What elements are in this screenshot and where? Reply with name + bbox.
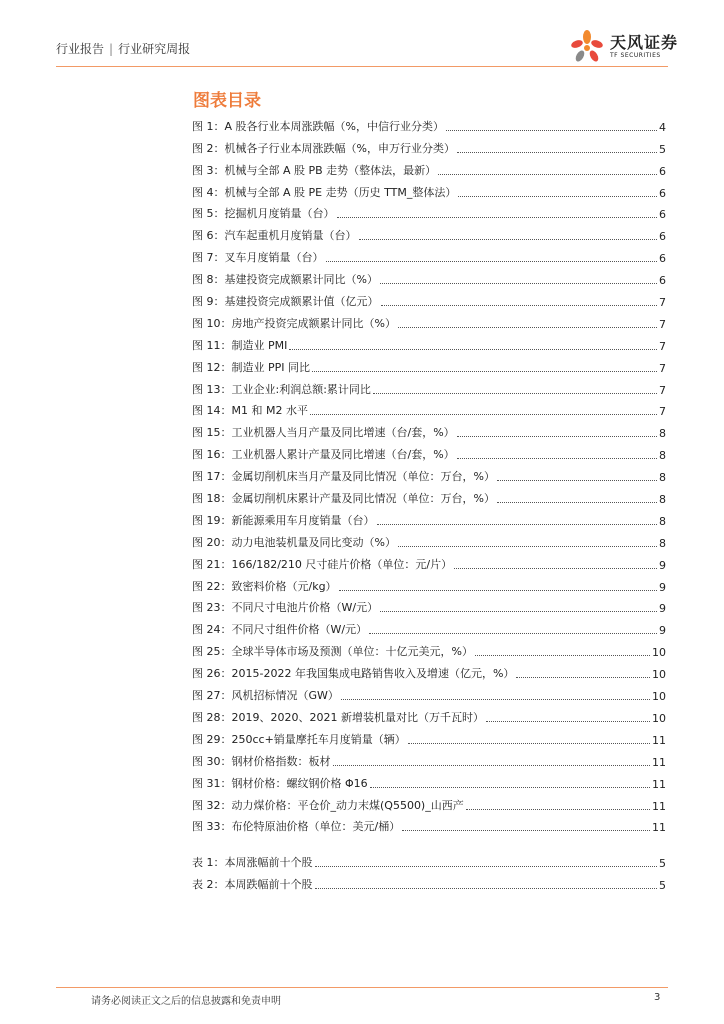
toc-entry-page: 6 [659,208,666,222]
dot-leader [398,327,657,328]
toc-entry[interactable] [192,440,666,462]
dot-leader [402,830,650,831]
toc-entry-page: 8 [659,449,666,463]
toc-entry-title: 图 31：钢材价格：螺纹钢价格 Φ16 [192,776,368,790]
figure-list [192,112,666,834]
toc-entry-title: 图 8：基建投资完成额累计同比（%） [192,273,378,287]
toc-entry[interactable] [192,331,666,353]
toc-entry-page: 10 [652,711,666,725]
toc-entry[interactable] [192,462,666,484]
toc-entry[interactable] [192,848,666,870]
toc-entry-page: 8 [659,471,666,485]
toc-entry-title: 图 33：布伦特原油价格（单位：美元/桶） [192,820,401,834]
toc-entry[interactable] [192,528,666,550]
header-divider [56,66,668,67]
toc-entry[interactable] [192,178,666,200]
toc-entry-title: 图 26：2015-2022 年我国集成电路销售收入及增速（亿元，%） [192,667,515,681]
toc-entry-page: 7 [659,383,666,397]
toc-entry-title: 图 1：A 股各行业本周涨跌幅（%，中信行业分类） [192,119,444,133]
toc-entry[interactable] [192,791,666,813]
dot-leader [475,655,650,656]
dot-leader [370,787,650,788]
toc-entry-title: 图 25：全球半导体市场及预测（单位：十亿元美元，%） [192,645,473,659]
dot-leader [398,546,657,547]
toc-entry-page: 4 [659,120,666,134]
dot-leader [359,239,658,240]
toc-entry-title: 图 7：叉车月度销量（台） [192,251,324,265]
dot-leader [310,414,657,415]
dot-leader [380,611,657,612]
dot-leader [458,196,657,197]
table-list [192,848,666,892]
toc-entry[interactable] [192,506,666,528]
toc-entry[interactable] [192,572,666,594]
logo-name: 天风证券 [610,33,679,52]
toc-entry-title: 图 11：制造业 PMI [192,338,288,352]
dot-leader [516,677,650,678]
toc-entry-title: 图 14：M1 和 M2 水平 [192,404,308,418]
toc-entry[interactable] [192,353,666,375]
toc-entry[interactable] [192,870,666,892]
toc-entry-page: 8 [659,514,666,528]
toc-entry[interactable] [192,397,666,419]
header-separator: | [109,42,114,56]
dot-leader [326,261,658,262]
page-number: 3 [654,992,661,1003]
report-category: 行业报告 [56,42,105,56]
toc-entry-page: 10 [652,668,666,682]
dot-leader [438,174,657,175]
toc-entry-title: 表 2：本周跌幅前十个股 [192,877,313,891]
toc-entry[interactable] [192,594,666,616]
toc-entry-page: 9 [659,558,666,572]
toc-entry[interactable] [192,747,666,769]
toc-entry[interactable] [192,156,666,178]
toc-entry-title: 图 3：机械与全部 A 股 PB 走势（整体法，最新） [192,163,437,177]
dot-leader [315,888,658,889]
logo-subtitle: TF SECURITIES [610,52,661,59]
toc-entry-page: 7 [659,339,666,353]
dot-leader [380,283,657,284]
toc-entry[interactable] [192,550,666,572]
toc-entry-title: 图 20：动力电池装机量及同比变动（%） [192,535,396,549]
dot-leader [315,866,658,867]
toc-entry-title: 图 13：工业企业:利润总额:累计同比 [192,382,371,396]
toc-entry-page: 6 [659,164,666,178]
toc-entry-page: 8 [659,427,666,441]
toc-entry-page: 10 [652,646,666,660]
toc-entry-title: 图 16：工业机器人累计产量及同比增速（台/套，%） [192,448,455,462]
toc-entry[interactable] [192,265,666,287]
toc-entry[interactable] [192,221,666,243]
dot-leader [497,480,657,481]
toc-entry[interactable] [192,134,666,156]
toc-entry-title: 图 22：致密料价格（元/kg） [192,579,337,593]
toc-entry-title: 图 21：166/182/210 尺寸硅片价格（单位：元/片） [192,557,453,571]
toc-entry-page: 6 [659,186,666,200]
dot-leader [486,721,650,722]
dot-leader [337,217,658,218]
toc-entry-page: 7 [659,405,666,419]
toc-entry-page: 11 [652,799,666,813]
dot-leader [289,349,657,350]
toc-entry-title: 图 32：动力煤价格：平仓价_动力末煤(Q5500)_山西产 [192,798,464,812]
toc-entry-page: 6 [659,252,666,266]
toc-entry[interactable] [192,287,666,309]
toc-entry-title: 图 6：汽车起重机月度销量（台） [192,229,357,243]
toc-entry-title: 图 2：机械各子行业本周涨跌幅（%，申万行业分类） [192,141,455,155]
dot-leader [369,633,657,634]
dot-leader [339,590,657,591]
toc-entry-page: 9 [659,624,666,638]
toc-entry-title: 图 29：250cc+销量摩托车月度销量（辆） [192,732,406,746]
toc-entry-page: 6 [659,274,666,288]
toc-entry-page: 8 [659,536,666,550]
toc-entry-title: 图 10：房地产投资完成额累计同比（%） [192,316,396,330]
dot-leader [457,436,657,437]
footer-divider [56,987,668,988]
toc-entry-title: 图 9：基建投资完成额累计值（亿元） [192,295,379,309]
toc-entry[interactable] [192,703,666,725]
toc-entry-page: 6 [659,230,666,244]
toc-entry[interactable] [192,309,666,331]
toc-entry[interactable] [192,484,666,506]
toc-entry-page: 7 [659,317,666,331]
toc-entry-page: 11 [652,777,666,791]
toc-entry[interactable] [192,637,666,659]
dot-leader [497,502,657,503]
toc-entry-title: 图 23：不同尺寸电池片价格（W/元） [192,601,379,615]
toc-entry[interactable] [192,681,666,703]
flower-logo-icon [568,28,606,66]
toc-entry-page: 11 [652,755,666,769]
toc-entry-page: 7 [659,361,666,375]
toc-entry-page: 5 [659,142,666,156]
toc-entry-title: 图 4：机械与全部 A 股 PE 走势（历史 TTM_整体法） [192,185,457,199]
toc-entry-page: 9 [659,602,666,616]
toc-entry-title: 图 28：2019、2020、2021 新增装机量对比（万千瓦时） [192,710,484,724]
dot-leader [466,809,650,810]
toc-entry[interactable] [192,418,666,440]
report-header [56,40,190,57]
company-logo [568,28,688,66]
dot-leader [341,699,650,700]
toc-entry[interactable] [192,615,666,637]
toc-entry[interactable] [192,200,666,222]
toc-entry-title: 图 19：新能源乘用车月度销量（台） [192,513,375,527]
toc-entry-page: 8 [659,493,666,507]
toc-entry-title: 图 27：风机招标情况（GW） [192,689,339,703]
toc-entry-title: 图 18：金属切削机床累计产量及同比情况（单位：万台，%） [192,492,495,506]
dot-leader [454,568,657,569]
footer-disclaimer: 请务必阅读正文之后的信息披露和免责申明 [91,996,281,1007]
toc-title: 图表目录 [193,91,261,111]
toc-entry-page: 5 [659,878,666,892]
toc-entry-page: 7 [659,296,666,310]
dot-leader [377,524,658,525]
dot-leader [446,130,657,131]
toc-entry[interactable] [192,659,666,681]
toc-entry[interactable] [192,725,666,747]
dot-leader [373,393,657,394]
toc-entry-title: 图 12：制造业 PPI 同比 [192,360,310,374]
toc-entry-title: 图 30：钢材价格指数：板材 [192,754,331,768]
toc-entry-page: 11 [652,821,666,835]
toc-entry-title: 表 1：本周涨幅前十个股 [192,855,313,869]
toc-entry-page: 10 [652,690,666,704]
toc-entry[interactable] [192,769,666,791]
dot-leader [312,371,657,372]
toc-entry-title: 图 24：不同尺寸组件价格（W/元） [192,623,368,637]
toc-entry[interactable] [192,813,666,835]
dot-leader [457,458,657,459]
toc-entry-title: 图 15：工业机器人当月产量及同比增速（台/套，%） [192,426,455,440]
toc-entry-page: 11 [652,733,666,747]
toc-entry-title: 图 5：挖掘机月度销量（台） [192,207,335,221]
toc-entry[interactable] [192,112,666,134]
toc-entry-title: 图 17：金属切削机床当月产量及同比情况（单位：万台，%） [192,470,495,484]
dot-leader [408,743,650,744]
toc-entry-page: 5 [659,856,666,870]
toc-entry-page: 9 [659,580,666,594]
report-subcategory: 行业研究周报 [118,42,191,56]
dot-leader [457,152,657,153]
dot-leader [333,765,651,766]
toc-entry[interactable] [192,243,666,265]
dot-leader [381,305,658,306]
toc-entry[interactable] [192,375,666,397]
